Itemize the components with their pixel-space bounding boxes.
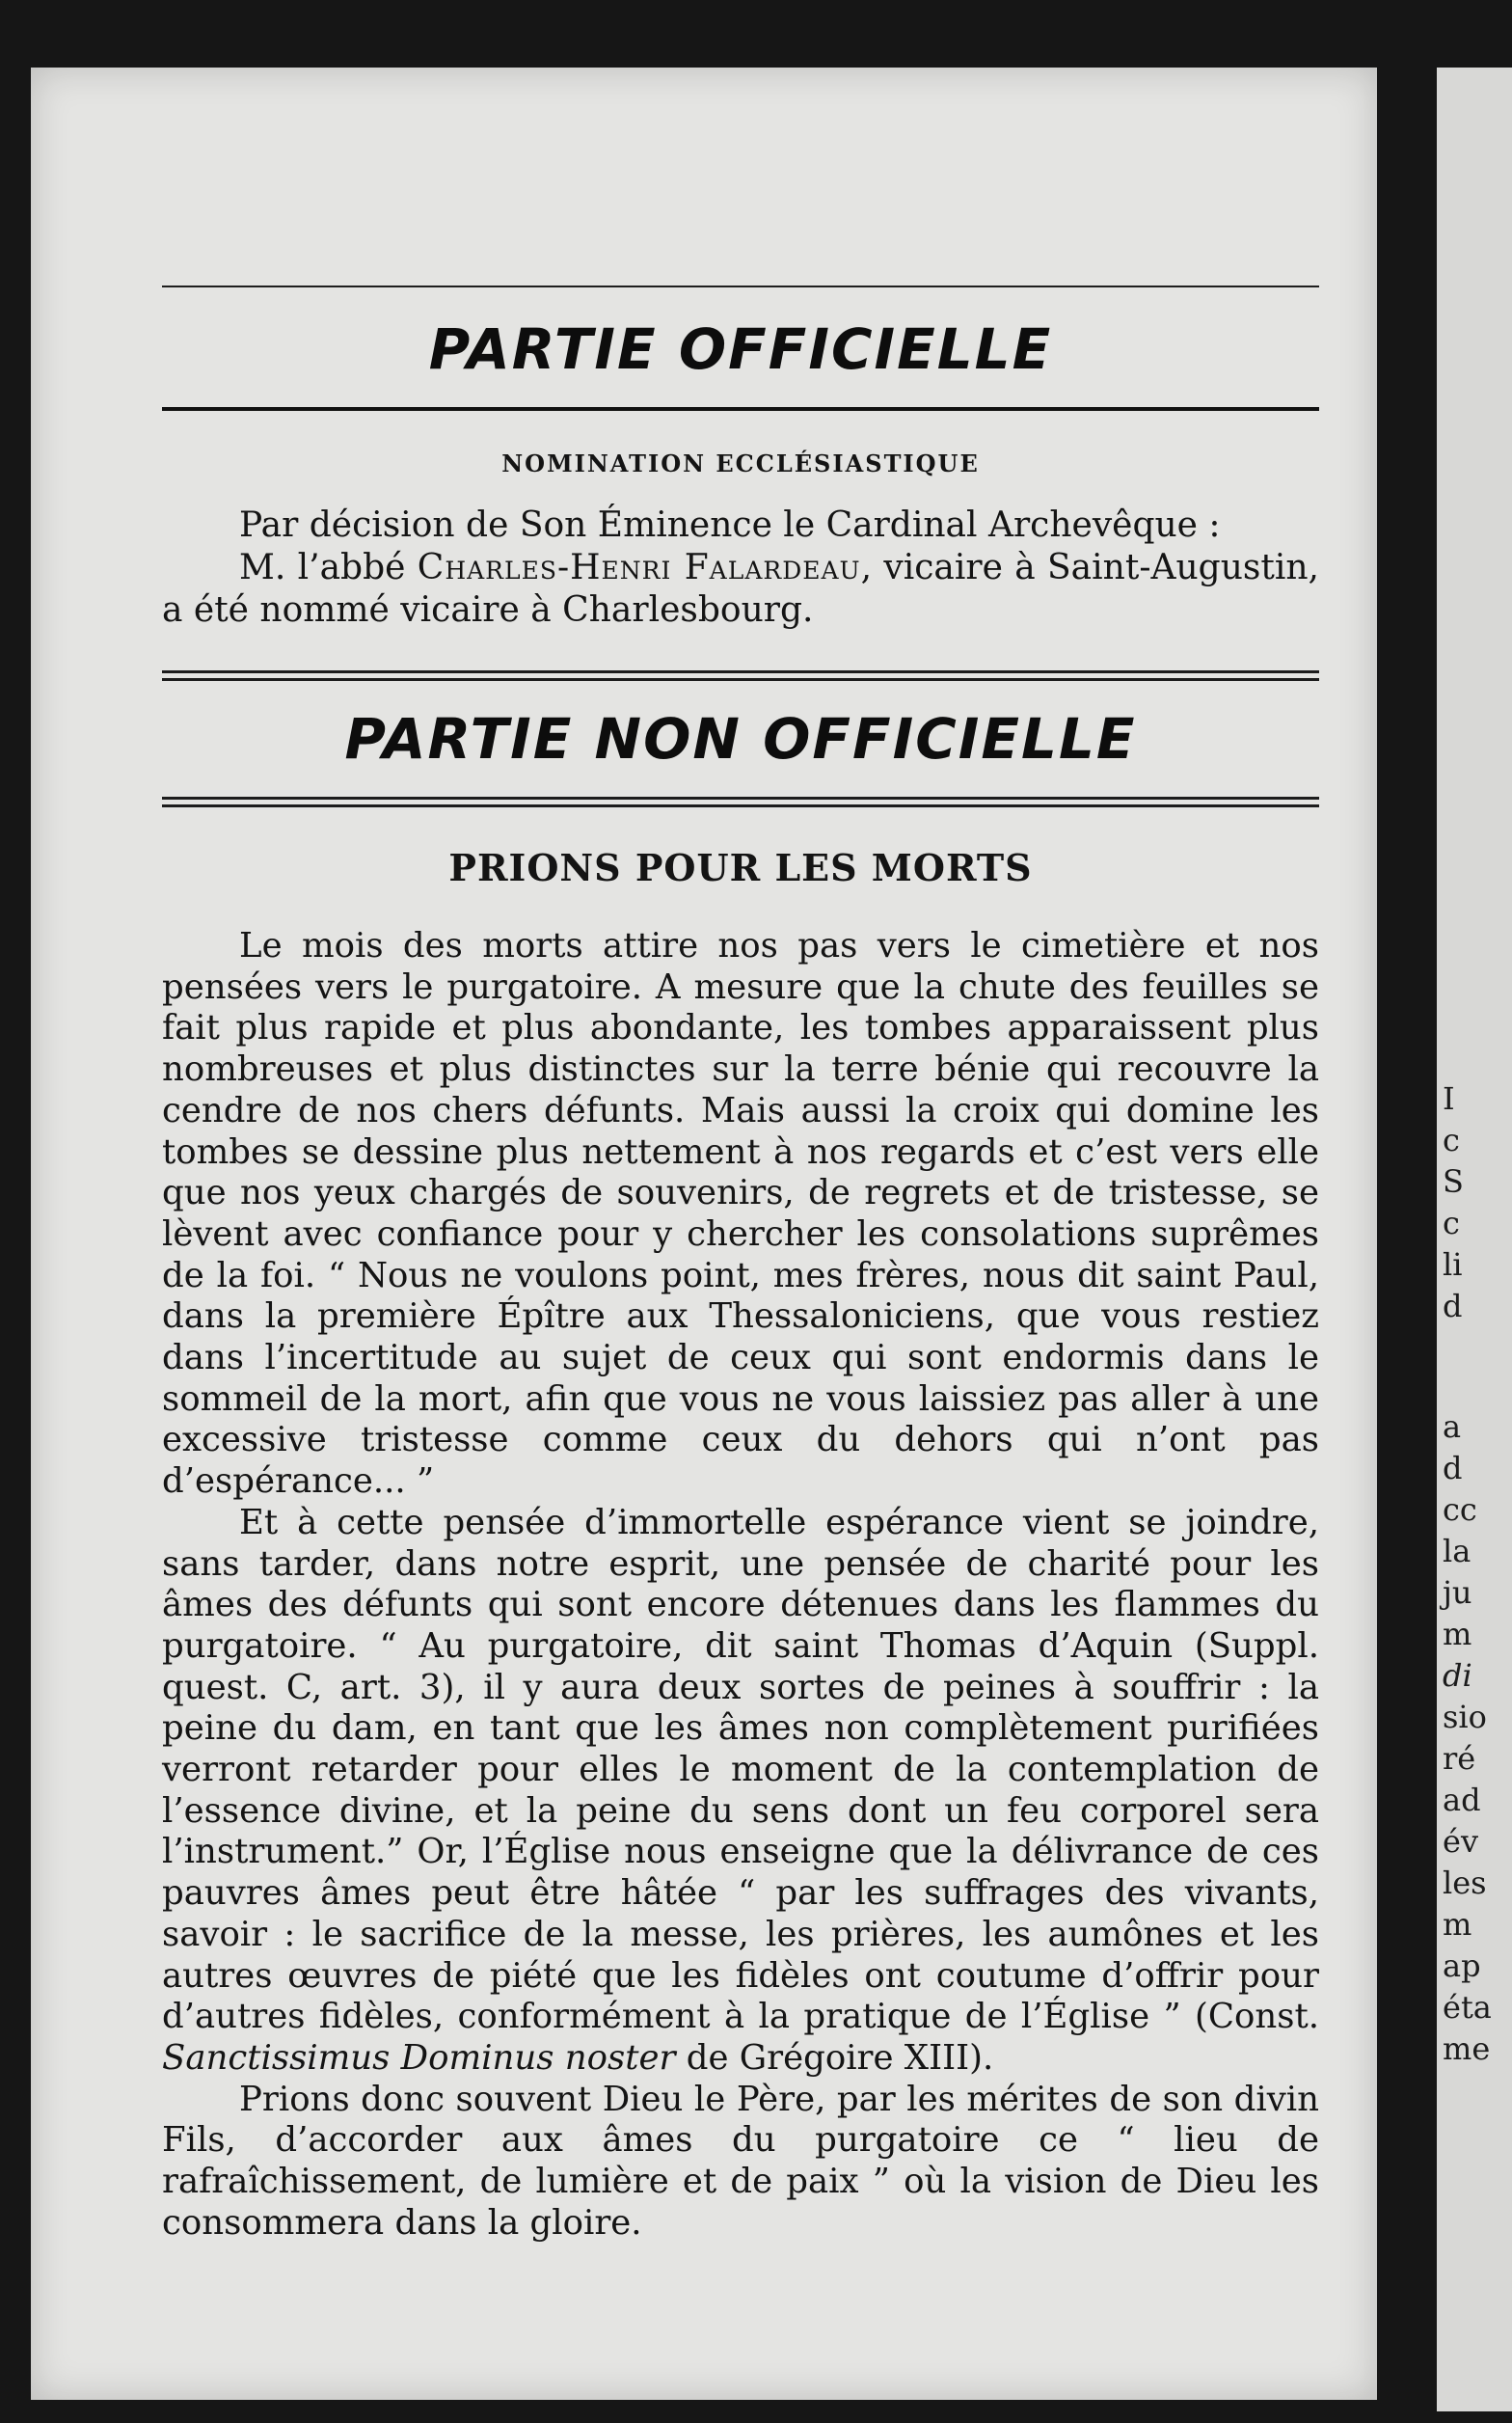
paragraph-2-italic: Sanctissimus Dominus noster xyxy=(162,2037,676,2078)
adjacent-fragment: d xyxy=(1443,1450,1463,1486)
adjacent-fragment: év xyxy=(1443,1823,1479,1860)
adjacent-page-edge xyxy=(1437,68,1512,2411)
paragraph-2-text: Et à cette pensée d’immortelle espérance vient se joindre, sans tarder, dans notre esprit, une pensée de charité pour les âmes des défunts qui sont encore détenues dans les flammes du purgatoire. “ Au purgatoire, dit saint Thomas d’Aquin (Suppl. quest. C, art. 3), il y aura deux sortes de peines à souffrir : la peine du dam, en tant que les âmes non complètement purifiées verront retarder pour elles le moment de la contemplation de l’essence divine, et la peine du sens dont un feu corporel sera l’instrument.” Or, l’Église nous enseigne que la délivrance de ces pauvres âmes peut être hâtée “ par les suffrages des vivants, savoir : le sacrifice de la messe, les prières, les aumônes et les autres œuvres de piété que les fidèles ont coutume d’offrir pour d’autres fidèles, conformément à la pratique de l’Église ” (Const. xyxy=(162,1502,1319,2037)
adjacent-fragment: m xyxy=(1443,1906,1472,1943)
paragraph-3: Prions donc souvent Dieu le Père, par les mérites de son divin Fils, d’accorder aux âmes du purgatoire ce “ lieu de rafraîchissement, de lumière et de paix ” où la vision de Dieu les consommera dans la gloire. xyxy=(162,2079,1319,2243)
unofficial-section xyxy=(162,670,1319,2245)
priest-name: Charles-Henri Falardeau xyxy=(417,548,861,587)
adjacent-fragment: cc xyxy=(1443,1491,1477,1528)
adjacent-fragment: me xyxy=(1443,2030,1491,2067)
top-rule xyxy=(162,286,1319,287)
adjacent-fragment: ju xyxy=(1443,1574,1472,1611)
adjacent-fragment: li xyxy=(1443,1246,1463,1283)
nomination-detail: , vicaire à Saint-Augustin, a été nommé vicaire à Charlesbourg. xyxy=(162,548,1319,630)
double-rule-top xyxy=(162,670,1319,681)
article-body xyxy=(162,926,1319,2245)
nomination-notice xyxy=(162,504,1319,632)
adjacent-fragment: c xyxy=(1443,1205,1460,1241)
adjacent-fragment: éta xyxy=(1443,1989,1492,2026)
nomination-subheading: NOMINATION ECCLÉSIASTIQUE xyxy=(501,449,980,477)
adjacent-fragment: S xyxy=(1443,1163,1464,1200)
bottom-rule xyxy=(162,407,1319,411)
adjacent-fragment: di xyxy=(1443,1657,1472,1694)
unofficial-heading: PARTIE NON OFFICIELLE xyxy=(344,706,1137,772)
nomination-line-1: Par décision de Son Éminence le Cardinal Archevêque : xyxy=(239,505,1221,545)
official-heading: PARTIE OFFICIELLE xyxy=(428,316,1053,382)
adjacent-fragment: la xyxy=(1443,1533,1472,1569)
nomination-line-2 xyxy=(162,547,1319,632)
nomination-prefix: M. l’abbé xyxy=(239,548,418,587)
adjacent-fragment: les xyxy=(1443,1865,1487,1901)
adjacent-fragment: m xyxy=(1443,1616,1472,1652)
adjacent-fragment: ap xyxy=(1443,1947,1481,1984)
article-title: PRIONS POUR LES MORTS xyxy=(448,846,1033,889)
adjacent-fragment: sio xyxy=(1443,1699,1487,1735)
page-content xyxy=(162,286,1319,2245)
adjacent-fragment: ré xyxy=(1443,1740,1476,1777)
paragraph-2-end: de Grégoire XIII). xyxy=(675,2037,994,2078)
adjacent-fragment: ad xyxy=(1443,1782,1481,1818)
paragraph-1: Le mois des morts attire nos pas vers le cimetière et nos pensées vers le purgatoire. A mesure que la chute des feuilles se fait plus rapide et plus abondante, les tombes apparaissent plus nombreuses et plus distinctes sur la terre bénie qui recouvre la cendre de nos chers défunts. Mais aussi la croix qui domine les tombes se dessine plus nettement à nos regards et c’est vers elle que nos yeux chargés de souvenirs, de regrets et de tristesse, se lèvent avec confiance pour y chercher les consolations suprêmes de la foi. “ Nous ne voulons point, mes frères, nous dit saint Paul, dans la première Épître aux Thessaloniciens, que vous restiez dans l’incertitude au sujet de ceux qui sont endormis dans le sommeil de la mort, afin que vous ne vous laissiez pas aller à une excessive tristesse comme ceux du dehors qui n’ont pas d’espérance... ” xyxy=(162,926,1319,1502)
double-rule-bottom xyxy=(162,797,1319,807)
adjacent-fragment: a xyxy=(1443,1408,1462,1445)
official-section xyxy=(162,286,1319,632)
adjacent-fragment: I xyxy=(1443,1080,1455,1117)
adjacent-fragment: c xyxy=(1443,1122,1460,1158)
adjacent-fragment: d xyxy=(1443,1288,1463,1324)
paragraph-2 xyxy=(162,1503,1319,2080)
